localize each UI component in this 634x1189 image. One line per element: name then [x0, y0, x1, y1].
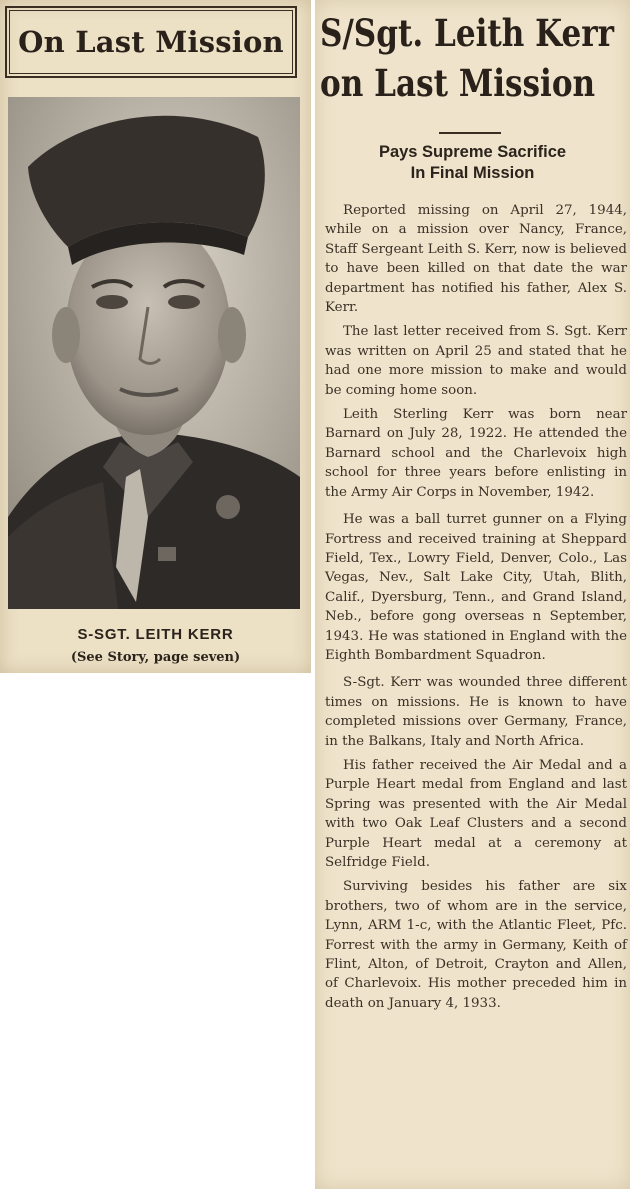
story-paragraph: His father received the Air Medal and a Purple Heart medal from England and last Spring was presented with the Air Medal with two Oak Leaf Clusters and a second Purple Heart medal at a ceremony at Selfridge Field.	[325, 757, 627, 870]
story-paragraph: Leith Sterling Kerr was born near Barnard on July 28, 1922. He attended the Barnard school and the Charlevoix high school for three years before enlisting in the Army Air Corps in November, 1942.	[325, 407, 627, 500]
photo-headline: On Last Mission	[18, 25, 284, 59]
story-subhead-line-1: Pays Supreme Sacrifice	[378, 143, 567, 161]
photo-headline-box	[5, 6, 297, 78]
story-body	[325, 201, 627, 1018]
headline-divider	[439, 132, 501, 134]
story-paragraph: S-Sgt. Kerr was wounded three different times on missions. He is known to have completed missions over Germany, France, in the Balkans, Italy and North Africa.	[325, 675, 627, 749]
story-subhead	[315, 142, 630, 184]
story-paragraph: Surviving besides his father are six brothers, two of whom are in the service, Lynn, ARM 1-c, with the Atlantic Fleet, Pfc. Forrest with the army in Germany, Keith of Flint, Alton, of Detroit, Crayton and Allen, of Charlevoix. His mother preceded him in death on January 4, 1933.	[325, 879, 627, 1011]
story-headline-line-1: S/Sgt. Leith Kerr	[320, 11, 615, 55]
photo-clipping	[0, 0, 311, 673]
portrait-photo	[8, 97, 300, 609]
story-paragraph: The last letter received from S. Sgt. Kerr was written on April 25 and stated that he had one more mission to make and would be coming home soon.	[325, 324, 627, 398]
story-paragraph: Reported missing on April 27, 1944, while on a mission over Nancy, France, Staff Sergeant Leith S. Kerr, now is believed to have been killed on that date the war department has notified his father, Alex S. Kerr.	[325, 203, 627, 316]
story-paragraph: He was a ball turret gunner on a Flying Fortress and received training at Sheppard Field, Tex., Lowry Field, Denver, Colo., Las Vegas, Nev., Salt Lake City, Utah, Blith, Calif., Dyersburg, Tenn., and Grand Island, Neb., before gong overseas n September, 1943. He was stationed in England with the Eighth Bombardment Squadron.	[325, 512, 627, 663]
story-subhead-line-2: In Final Mission	[410, 164, 535, 182]
story-clipping	[315, 0, 630, 1189]
photo-caption-name: S-SGT. LEITH KERR	[77, 626, 234, 643]
photo-caption-reference: (See Story, page seven)	[70, 650, 241, 665]
story-headline-line-2: on Last Mission	[320, 61, 596, 105]
story-headline	[320, 8, 625, 108]
